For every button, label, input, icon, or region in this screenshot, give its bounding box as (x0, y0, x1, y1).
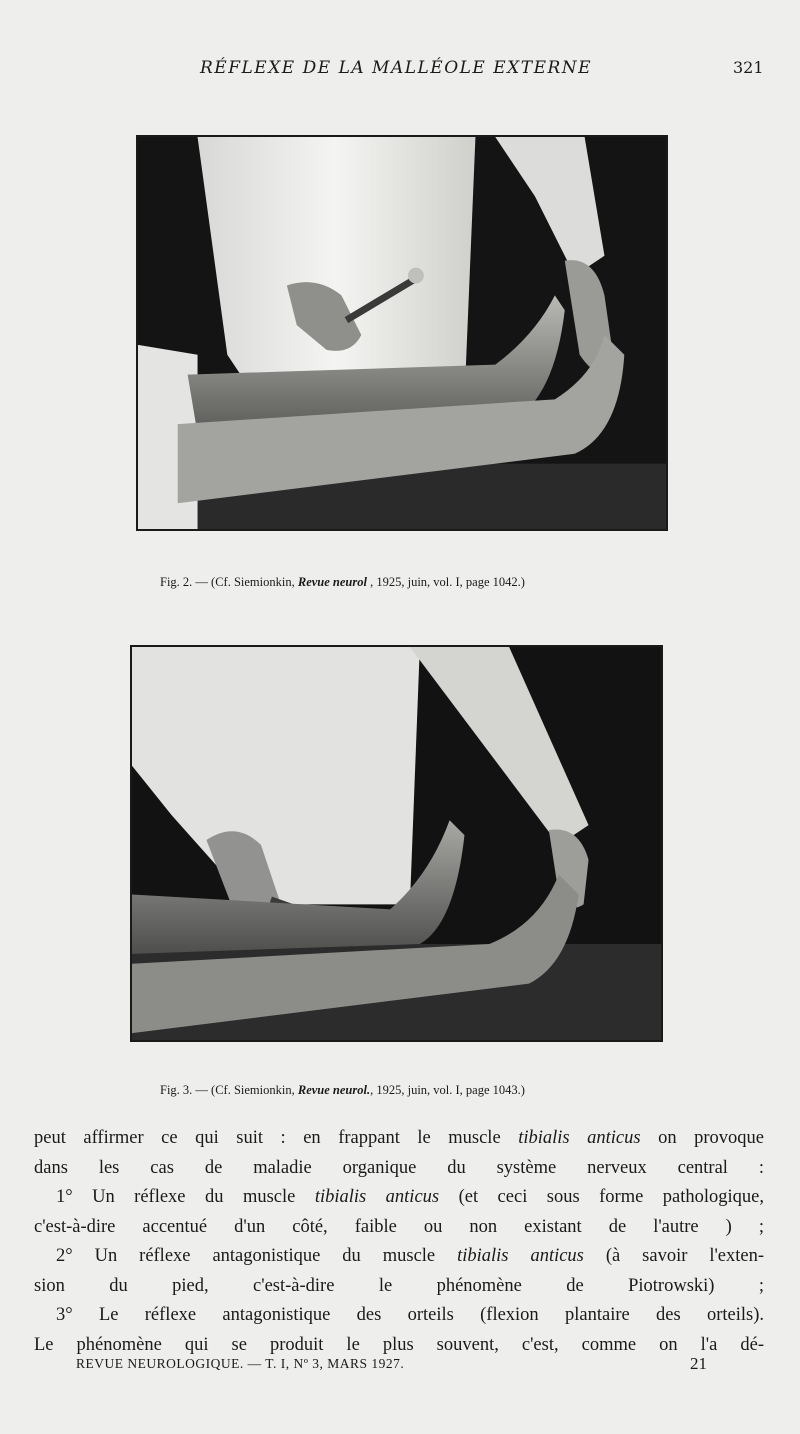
text-line: sion du pied, c'est-à-dire le phénomène de Piotrowski) ; (34, 1275, 764, 1296)
running-title: RÉFLEXE DE LA MALLÉOLE EXTERNE (200, 58, 593, 78)
footer-number: 21 (690, 1354, 707, 1373)
text-line: c'est-à-dire accentué d'un côté, faible ou non existant de l'autre ) ; (34, 1216, 764, 1237)
caption-text: Fig. 2. — (Cf. Siemionkin, (160, 575, 298, 589)
caption-text: , 1925, juin, vol. I, page 1042.) (366, 575, 525, 589)
caption-journal: Revue neurol (297, 575, 367, 589)
caption-journal: Revue neurol. (297, 1083, 371, 1097)
footer-journal: REVUE NEUROLOGIQUE. — T. I, Nº 3, MARS 1927. (76, 1356, 405, 1371)
figure-3-illustration (132, 647, 661, 1040)
text-line: 3° Le réflexe antagonistique des orteils (flexion plantaire des orteils). (56, 1305, 764, 1325)
figure-3-caption (160, 1083, 525, 1098)
figure-2-photo (136, 135, 668, 531)
page-footer (0, 1356, 800, 1378)
figure-2-illustration (138, 137, 666, 529)
text-line: dans les cas de maladie organique du système nerveux central : (34, 1157, 764, 1178)
body-text (34, 1124, 764, 1360)
figure-2-caption (160, 575, 525, 590)
caption-text: Fig. 3. — (Cf. Siemionkin, (160, 1083, 298, 1097)
figure-3-photo (130, 645, 663, 1042)
text-line: 1° Un réflexe du muscle tibialis anticus (et ceci sous forme pathologique, (56, 1187, 764, 1207)
text-line: peut affirmer ce qui suit : en frappant le muscle tibialis anticus on provoque (34, 1128, 765, 1148)
text-line: 2° Un réflexe antagonistique du muscle tibialis anticus (à savoir l'exten- (56, 1246, 765, 1266)
page-number: 321 (733, 58, 764, 77)
caption-text: , 1925, juin, vol. I, page 1043.) (370, 1083, 525, 1097)
running-head (0, 58, 800, 82)
text-line: Le phénomène qui se produit le plus souvent, c'est, comme on l'a dé- (34, 1334, 764, 1355)
